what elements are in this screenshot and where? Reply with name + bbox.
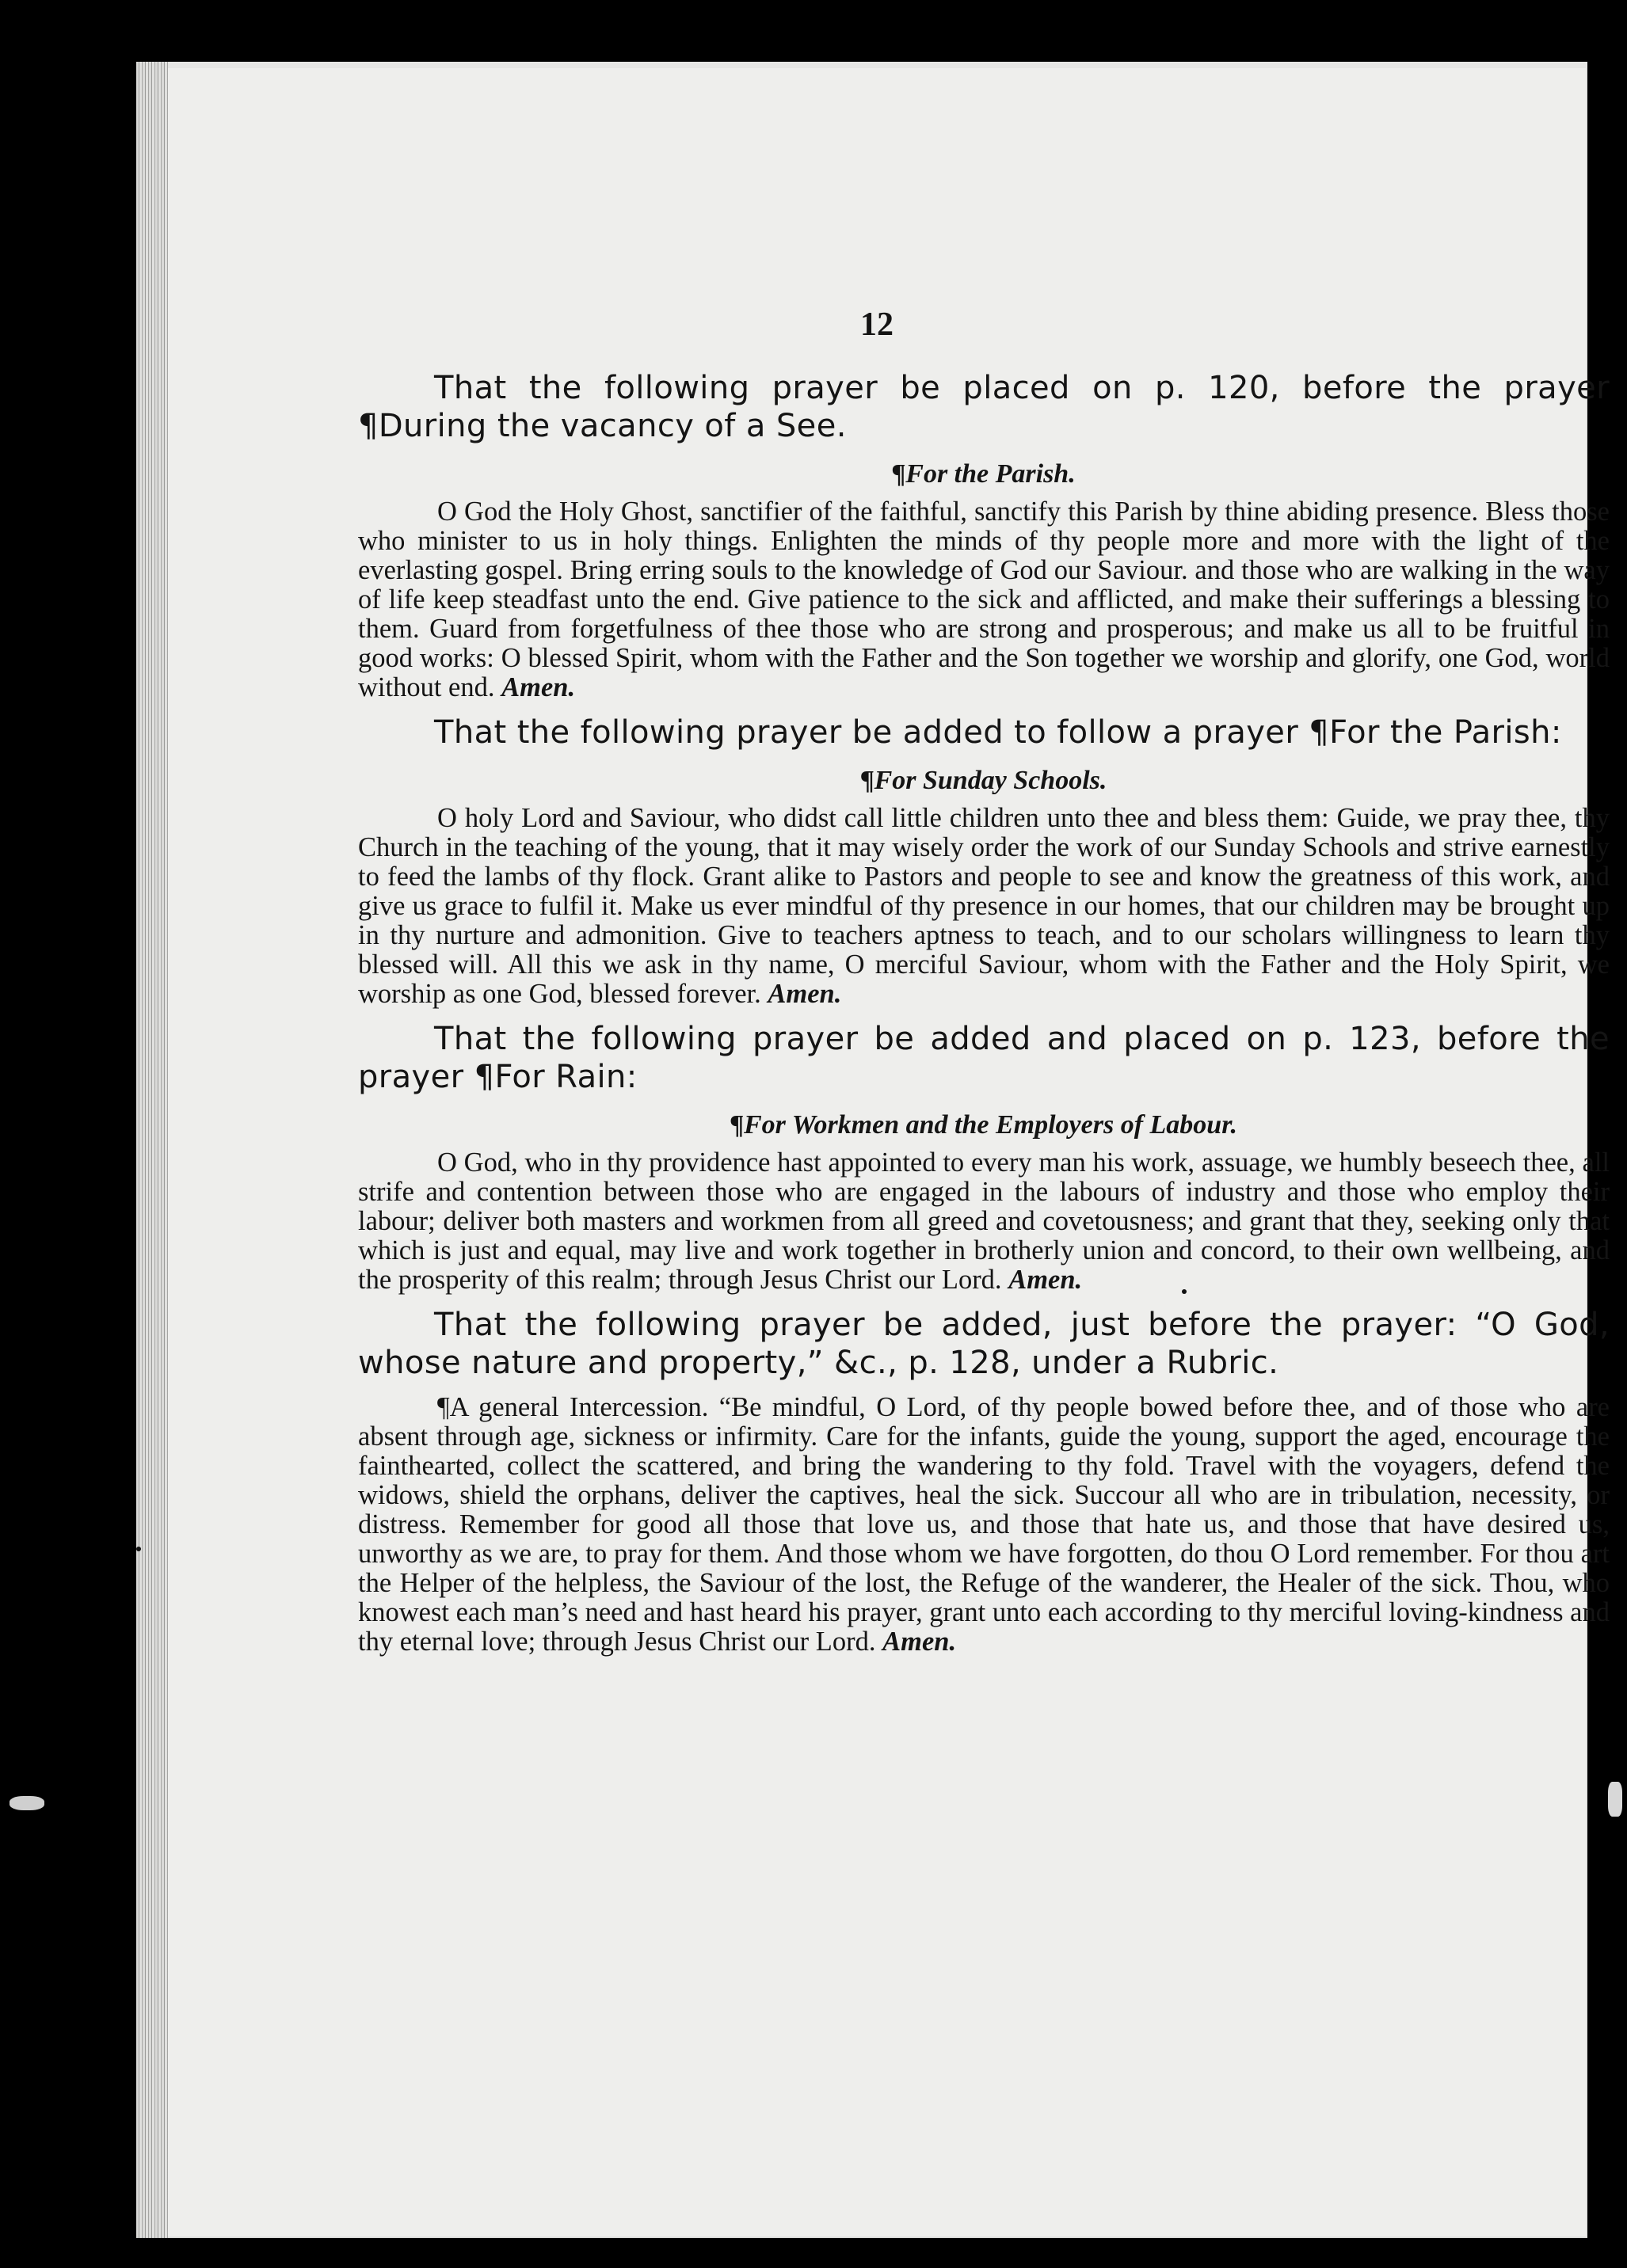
prayer-text: O God, who in thy providence hast appointed to every man his work, assuage, we humbly beseech thee, all strife and contention between those who are engaged in the labours of industry and those who employ their labour; deliver both masters and workmen from all greed and covetousness; and grant that they, seeking only that which is just and equal, may live and work together in brotherly union and concord, to their own wellbeing, and the prosperity of this realm; through Jesus Christ our Lord. (358, 1147, 1610, 1295)
section-heading-text: That the following prayer be added, just before the prayer: “O God, whose nature and property,” &c., p. 128, under a Rubric. (358, 1307, 1610, 1381)
prayer-title: ¶For the Parish. (892, 459, 1076, 489)
section-heading (358, 1020, 1610, 1096)
page-edges (136, 62, 168, 2238)
prayer-text: O holy Lord and Saviour, who didst call little children unto thee and bless them: Guide, we pray thee, thy Church in the teaching of the young, that it may wisely order the work of our Sunday Schools and strive earnestly to feed the lambs of thy flock. Grant alike to Pastors and people to see and know the greatness of this work, and give us grace to fulfil it. Make us ever mindful of thy presence in our homes, that our children may be brought up in thy nurture and admonition. Give to teachers aptness to teach, and to our scholars willingness to learn thy blessed will. All this we ask in thy name, O merciful Saviour, whom with the Father and the Holy Spirit, we worship as one God, blessed forever. (358, 803, 1610, 1009)
prayer-title: ¶For Workmen and the Employers of Labour. (730, 1110, 1238, 1140)
amen: Amen. (768, 979, 842, 1009)
section-heading (358, 714, 1610, 752)
prayer-body (358, 497, 1610, 702)
prayer-text: O God the Holy Ghost, sanctifier of the faithful, sanctify this Parish by thine abiding presence. Bless those who minister to us in holy things. Enlighten the minds of thy people more and more with the light of the everlasting gospel. Bring erring souls to the knowledge of God our Saviour. and those who are walking in the way of life keep steadfast unto the end. Give patience to the sick and afflicted, and make their sufferings a blessing to them. Guard from forgetfulness of thee those who are strong and prosperous; and make us all to be fruitful in good works: O blessed Spirit, whom with the Father and the Son together we worship and glorify, one God, world without end. (358, 497, 1610, 702)
prayer-body (358, 804, 1610, 1009)
section-sunday-schools (358, 714, 1610, 1009)
section-workmen (358, 1020, 1610, 1295)
margin-dot (136, 1547, 141, 1551)
section-heading (358, 369, 1610, 445)
prayer-body (358, 1393, 1610, 1657)
prayer-body (358, 1148, 1610, 1295)
section-parish (358, 369, 1610, 702)
scan-edge-mark (1608, 1782, 1622, 1817)
section-heading-text: That the following prayer be added and placed on p. 123, before the prayer ¶For Rain: (358, 1021, 1610, 1095)
amen: Amen. (882, 1627, 957, 1657)
section-heading (358, 1306, 1610, 1382)
prayer-text: ¶A general Intercession. “Be mindful, O Lord, of thy people bowed before thee, and of those who are absent through age, sickness or infirmity. Care for the infants, guide the young, support the aged, encourage the fainthearted, collect the scattered, and bring the wandering to thy fold. Travel with the voyagers, defend the widows, shield the orphans, deliver the captives, heal the sick. Succour all who are in tribulation, necessity, or distress. Remember for good all those that love us, and those that hate us, and those that have desired us, unworthy as we are, to pray for them. And those whom we have forgotten, do thou O Lord remember. For thou art the Helper of the helpless, the Saviour of the lost, the Refuge of the wanderer, the Healer of the sick. Thou, who knowest each man’s need and hast heard his prayer, grant unto each according to thy merciful loving-kindness and thy eternal love; through Jesus Christ our Lord. (358, 1392, 1610, 1657)
speck-mark (1182, 1289, 1187, 1294)
section-general-intercession (358, 1306, 1610, 1657)
page-content (358, 369, 1610, 1668)
amen: Amen. (501, 672, 576, 702)
section-heading-text: That the following prayer be added to follow a prayer ¶For the Parish: (434, 714, 1562, 751)
page (168, 68, 1610, 2236)
amen: Amen. (1008, 1265, 1083, 1295)
scan-blot (10, 1796, 44, 1810)
prayer-title: ¶For Sunday Schools. (860, 766, 1107, 795)
section-heading-text: That the following prayer be placed on p. 120, before the prayer ¶During the vacancy of a See. (358, 370, 1610, 444)
page-number: 12 (860, 306, 894, 343)
